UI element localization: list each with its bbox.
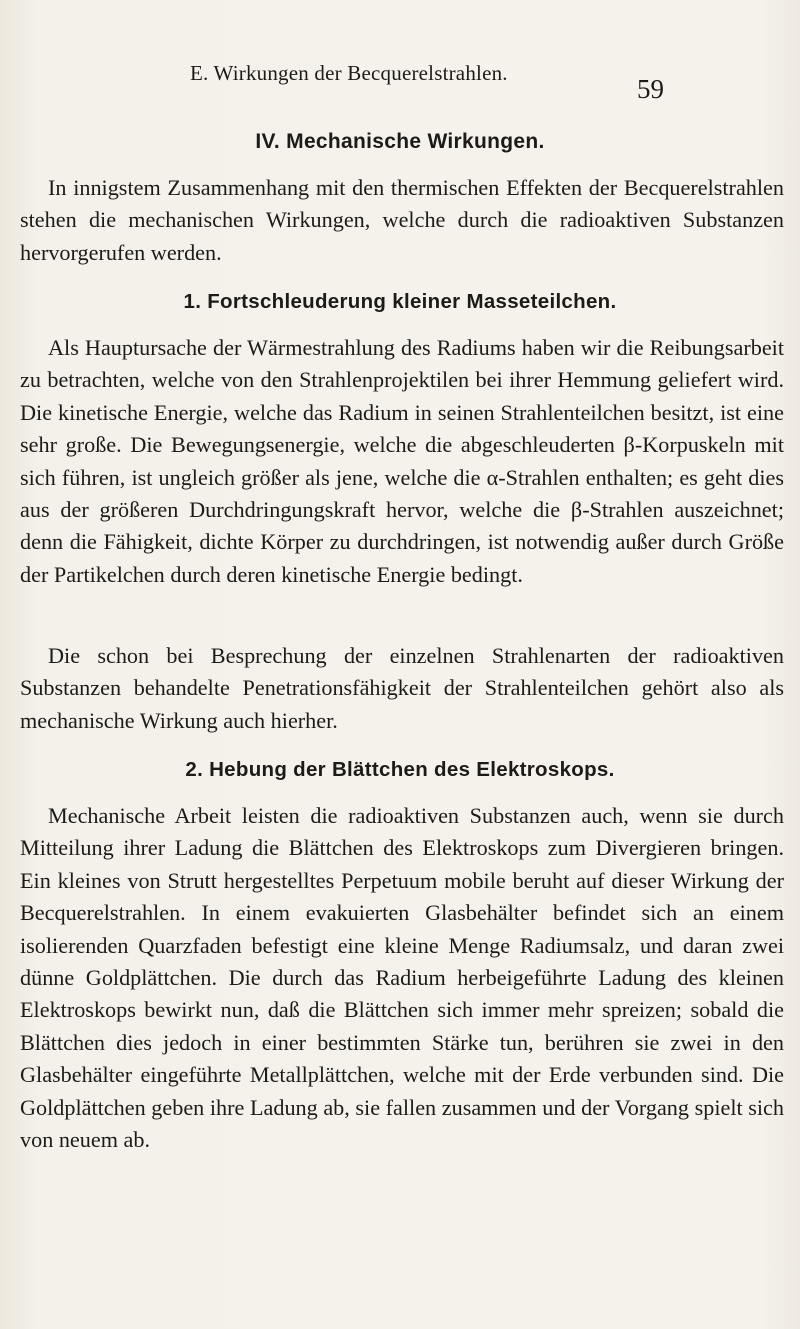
section1-paragraph-2: Die schon bei Besprechung der einzelnen Strahlenarten der radioaktiven Substanzen behandelte Penetrationsfähigkeit der Strahlenteilchen gehört also als mechanische Wirkung auch hierher. [20,643,784,733]
section-heading-2: 2. Hebung der Blättchen des Elektroskops. [185,758,615,781]
section2-paragraph-1: Mechanische Arbeit leisten die radioaktiven Substanzen auch, wenn sie durch Mitteilung ihrer Ladung die Blättchen des Elektroskops zum Divergieren bringen. Ein kleines von Strutt hergestelltes Perpetuum mobile beruht auf dieser Wirkung der Becquerelstrahlen. In einem evakuierten Glasbehälter befindet sich an einem isolierenden Quarzfaden befestigt eine kleine Menge Radiumsalz, und daran zwei dünne Goldplättchen. Die durch das Radium herbeigeführte Ladung des kleinen Elektroskops bewirkt nun, daß die Blättchen sich immer mehr spreizen; sobald die Blättchen dies jedoch in einer bestimmten Stärke tun, berühren sie zwei in den Glasbehälter eingeführte Metallplättchen, welche mit der Erde verbunden sind. Die Goldplättchen geben ihre Ladung ab, sie fallen zusammen und der Vorgang spielt sich von neuem ab. [20,803,784,1153]
intro-paragraph: In innigstem Zusammenhang mit den thermischen Effekten der Becquerelstrahlen stehen die mechanischen Wirkungen, welche durch die radioaktiven Substanzen hervorgerufen werden. [20,175,784,265]
chapter-heading: IV. Mechanische Wirkungen. [255,130,545,153]
running-head: E. Wirkungen der Becquerelstrahlen. [190,61,508,85]
page-number: 59 [637,74,664,104]
section-heading-1: 1. Fortschleuderung kleiner Masseteilchen. [183,290,617,313]
section1-paragraph-1: Als Hauptursache der Wärmestrahlung des Radiums haben wir die Reibungsarbeit zu betrachten, welche von den Strahlenprojektilen bei ihrer Hemmung geliefert wird. Die kinetische Energie, welche das Radium in seinen Strahlenteilchen besitzt, ist eine sehr große. Die Bewegungsenergie, welche die abgeschleuderten β-Korpuskeln mit sich führen, ist ungleich größer als jene, welche die α-Strahlen enthalten; es geht dies aus der größeren Durchdringungskraft hervor, welche die β-Strahlen auszeichnet; denn die Fähigkeit, dichte Körper zu durchdringen, ist notwendig außer durch Größe der Partikelchen durch deren kinetische Energie bedingt. [20,335,784,587]
